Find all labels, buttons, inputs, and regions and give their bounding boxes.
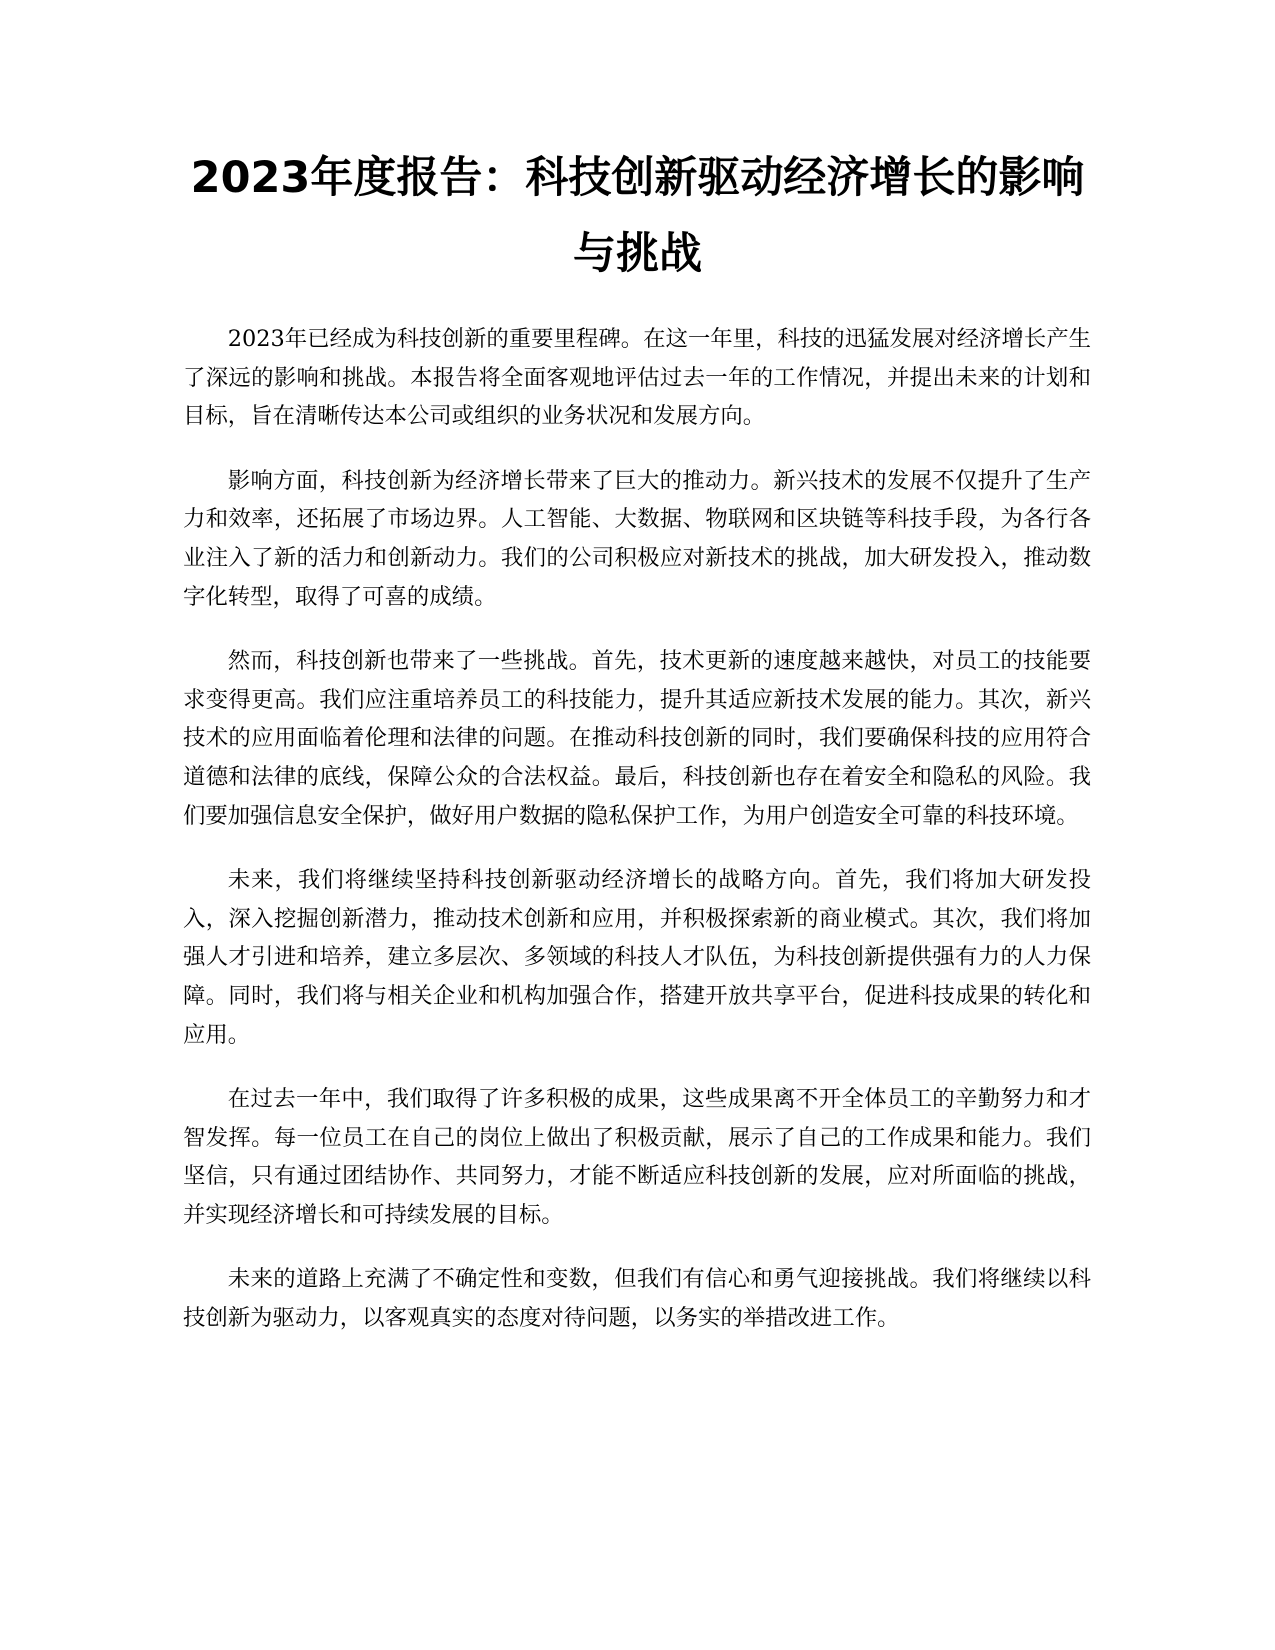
document-body <box>183 320 1091 1364</box>
paragraph-4: 未来，我们将继续坚持科技创新驱动经济增长的战略方向。首先，我们将加大研发投入，深入挖掘创新潜力，推动技术创新和应用，并积极探索新的商业模式。其次，我们将加强人才引进和培养，建立多层次、多领域的科技人才队伍，为科技创新提供强有力的人力保障。同时，我们将与相关企业和机构加强合作，搭建开放共享平台，促进科技成果的转化和应用。 <box>183 867 1091 1048</box>
paragraph-1: 2023年已经成为科技创新的重要里程碑。在这一年里，科技的迅猛发展对经济增长产生了深远的影响和挑战。本报告将全面客观地评估过去一年的工作情况，并提出未来的计划和目标，旨在清晰传达本公司或组织的业务状况和发展方向。 <box>183 326 1091 430</box>
paragraph-2: 影响方面，科技创新为经济增长带来了巨大的推动力。新兴技术的发展不仅提升了生产力和效率，还拓展了市场边界。人工智能、大数据、物联网和区块链等科技手段，为各行各业注入了新的活力和创新动力。我们的公司积极应对新技术的挑战，加大研发投入，推动数字化转型，取得了可喜的成绩。 <box>183 467 1091 610</box>
paragraph-3: 然而，科技创新也带来了一些挑战。首先，技术更新的速度越来越快，对员工的技能要求变得更高。我们应注重培养员工的科技能力，提升其适应新技术发展的能力。其次，新兴技术的应用面临着伦理和法律的问题。在推动科技创新的同时，我们要确保科技的应用符合道德和法律的底线，保障公众的合法权益。最后，科技创新也存在着安全和隐私的风险。我们要加强信息安全保护，做好用户数据的隐私保护工作，为用户创造安全可靠的科技环境。 <box>183 648 1091 829</box>
paragraph-6: 未来的道路上充满了不确定性和变数，但我们有信心和勇气迎接挑战。我们将继续以科技创新为驱动力，以客观真实的态度对待问题，以务实的举措改进工作。 <box>183 1266 1091 1332</box>
paragraph-5: 在过去一年中，我们取得了许多积极的成果，这些成果离不开全体员工的辛勤努力和才智发挥。每一位员工在自己的岗位上做出了积极贡献，展示了自己的工作成果和能力。我们坚信，只有通过团结协作、共同努力，才能不断适应科技创新的发展，应对所面临的挑战，并实现经济增长和可持续发展的目标。 <box>183 1086 1091 1228</box>
document-title: 2023年度报告：科技创新驱动经济增长的影响与挑战 <box>190 153 1085 279</box>
